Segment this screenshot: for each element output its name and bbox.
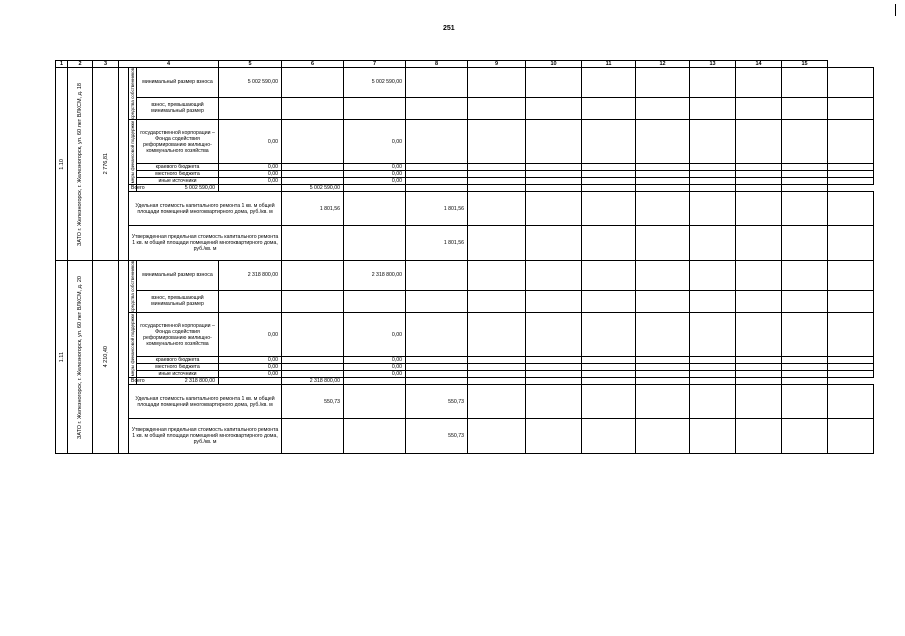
value-cell: 1 801,56 (282, 192, 344, 226)
value-cell: 0,00 (344, 120, 406, 164)
row-label-min-fee: минимальный размер взноса (137, 68, 219, 98)
table-row (56, 192, 874, 226)
row-label-total: Всего (129, 185, 137, 192)
value-cell: 2 318 800,00 (219, 261, 282, 291)
value-cell: 0,00 (344, 178, 406, 185)
col-header: 10 (526, 61, 582, 68)
col-header: 3 (93, 61, 119, 68)
value-cell: 5 002 590,00 (344, 68, 406, 98)
col-header: 4 (119, 61, 219, 68)
value-cell: 0,00 (219, 364, 282, 371)
value-cell: 0,00 (344, 364, 406, 371)
col-header: 5 (219, 61, 282, 68)
col-header: 1 (56, 61, 68, 68)
value-cell: 0,00 (344, 164, 406, 171)
col-header: 6 (282, 61, 344, 68)
value-cell: 550,73 (406, 385, 468, 419)
row-label-fund: государственной корпорации – Фонда содействия реформированию жилищно-коммунального хозяйства (137, 120, 219, 164)
row-label-unit-cost: Удельная стоимость капитального ремонта 1 кв. м общей площади помещений многоквартирного дома, руб./кв. м (129, 385, 282, 419)
row-label-unit-cost: Удельная стоимость капитального ремонта 1 кв. м общей площади помещений многоквартирного дома, руб./кв. м (129, 192, 282, 226)
value-cell: 0,00 (219, 313, 282, 357)
row-label-limit-cost: Утвержденная предельная стоимость капитального ремонта 1 кв. м общей площади помещений многоквартирного дома, руб./кв. м (129, 419, 282, 454)
value-cell: 0,00 (219, 171, 282, 178)
value-cell: 0,00 (219, 120, 282, 164)
value-cell: 1 801,56 (406, 226, 468, 261)
row-label-over-fee: взнос, превышающий минимальный размер (137, 97, 219, 120)
table-row (56, 371, 874, 378)
value-cell: 5 002 590,00 (137, 185, 219, 192)
table-row (56, 378, 874, 385)
value-cell: 2 318 800,00 (282, 378, 344, 385)
row-label-total: Всего (129, 378, 137, 385)
table-row (56, 171, 874, 178)
item-number: 1.11 (56, 261, 68, 454)
col-header: 2 (68, 61, 93, 68)
col-header: 9 (468, 61, 526, 68)
table-row (56, 290, 874, 313)
row-label-regional: краевого бюджета (137, 357, 219, 364)
row-label-local: местного бюджета (137, 171, 219, 178)
value-cell: 2 318 800,00 (137, 378, 219, 385)
spacer-cell (119, 68, 129, 261)
table-row (56, 226, 874, 261)
own-funds-label: средства собственников (130, 261, 135, 313)
col-header: 12 (636, 61, 690, 68)
row-label-other: иные источники (137, 178, 219, 185)
table-row (56, 357, 874, 364)
table-row (56, 97, 874, 120)
col-header: 14 (736, 61, 782, 68)
value-cell: 0,00 (344, 371, 406, 378)
spacer-cell (119, 261, 129, 454)
area-cell: 4 210,40 (93, 261, 119, 454)
table-row (56, 120, 874, 164)
table-row (56, 419, 874, 454)
row-label-other: иные источники (137, 371, 219, 378)
row-label-fund: государственной корпорации – Фонда содействия реформированию жилищно-коммунального хозяйства (137, 313, 219, 357)
own-funds-label: средства собственников (130, 68, 135, 120)
row-label-local: местного бюджета (137, 364, 219, 371)
table-row (56, 385, 874, 419)
table-row (56, 364, 874, 371)
capital-repair-table (55, 60, 874, 454)
item-number: 1.10 (56, 68, 68, 261)
table-row (56, 164, 874, 171)
value-cell: 0,00 (219, 357, 282, 364)
page-number: 251 (443, 25, 455, 32)
value-cell: 0,00 (344, 357, 406, 364)
address-cell: ЗАТО г. Железногорск, г. Железногорск, ул. 60 лет ВЛКСМ, д. 18 (68, 68, 93, 261)
row-label-min-fee: минимальный размер взноса (137, 261, 219, 291)
column-numbers-row (56, 61, 874, 68)
value-cell: 550,73 (282, 385, 344, 419)
table-row (56, 261, 874, 291)
table-row (56, 313, 874, 357)
value-cell: 550,73 (406, 419, 468, 454)
edge-mark (895, 4, 896, 16)
value-cell: 1 801,56 (406, 192, 468, 226)
col-header: 11 (582, 61, 636, 68)
support-label: меры финансовой поддержки (130, 120, 135, 184)
row-label-over-fee: взнос, превышающий минимальный размер (137, 290, 219, 313)
col-header: 8 (406, 61, 468, 68)
table-row (56, 68, 874, 98)
value-cell: 0,00 (219, 178, 282, 185)
col-header: 13 (690, 61, 736, 68)
support-label: меры финансовой поддержки (130, 314, 135, 377)
value-cell: 0,00 (219, 164, 282, 171)
value-cell: 5 002 590,00 (282, 185, 344, 192)
col-header: 7 (344, 61, 406, 68)
col-header: 15 (782, 61, 828, 68)
table-row (56, 178, 874, 185)
row-label-limit-cost: Утвержденная предельная стоимость капитального ремонта 1 кв. м общей площади помещений многоквартирного дома, руб./кв. м (129, 226, 282, 261)
address-cell: ЗАТО г. Железногорск, г. Железногорск, ул. 60 лет ВЛКСМ, д. 20 (68, 261, 93, 454)
area-cell: 2 776,81 (93, 68, 119, 261)
value-cell: 0,00 (344, 313, 406, 357)
row-label-regional: краевого бюджета (137, 164, 219, 171)
value-cell: 0,00 (219, 371, 282, 378)
value-cell: 2 318 800,00 (344, 261, 406, 291)
table-row (56, 185, 874, 192)
value-cell: 0,00 (344, 171, 406, 178)
value-cell: 5 002 590,00 (219, 68, 282, 98)
